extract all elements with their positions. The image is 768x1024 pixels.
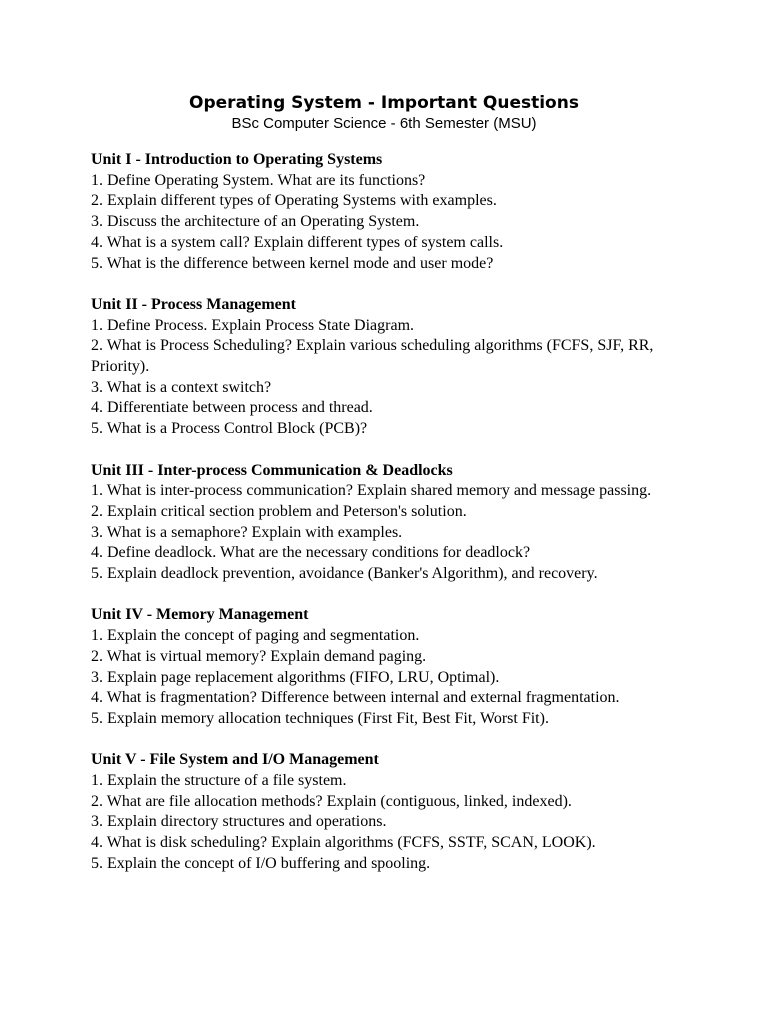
question-item: 2. What is virtual memory? Explain demand paging. xyxy=(91,647,427,665)
question-item: 5. What is the difference between kernel mode and user mode? xyxy=(91,254,494,272)
unit-heading: Unit II - Process Management xyxy=(91,295,297,313)
unit-section-2 xyxy=(91,295,691,440)
question-item: 1. What is inter-process communication? Explain shared memory and message passing. xyxy=(91,482,652,500)
question-item: 2. What is Process Scheduling? Explain various scheduling algorithms (FCFS, SJF, RR, Priority). xyxy=(91,337,654,376)
question-item: 3. Explain page replacement algorithms (FIFO, LRU, Optimal). xyxy=(91,668,500,686)
question-item: 5. What is a Process Control Block (PCB)? xyxy=(91,420,368,438)
unit-heading: Unit III - Inter-process Communication & Deadlocks xyxy=(91,461,453,479)
unit-heading: Unit IV - Memory Management xyxy=(91,606,309,624)
question-item: 5. Explain deadlock prevention, avoidance (Banker's Algorithm), and recovery. xyxy=(91,565,598,583)
question-item: 3. What is a context switch? xyxy=(91,378,272,396)
unit-section-4 xyxy=(91,605,691,729)
question-list xyxy=(91,150,691,895)
question-item: 4. What is disk scheduling? Explain algorithms (FCFS, SSTF, SCAN, LOOK). xyxy=(91,834,596,852)
page-title: Operating System - Important Questions xyxy=(189,93,579,113)
unit-section-5 xyxy=(91,750,691,874)
question-item: 1. Define Operating System. What are its functions? xyxy=(91,171,426,189)
question-item: 4. Differentiate between process and thread. xyxy=(91,399,373,417)
question-item: 2. Explain different types of Operating Systems with examples. xyxy=(91,192,497,210)
question-item: 1. Explain the concept of paging and segmentation. xyxy=(91,627,420,645)
unit-heading: Unit V - File System and I/O Management xyxy=(91,751,379,769)
question-item: 2. What are file allocation methods? Explain (contiguous, linked, indexed). xyxy=(91,792,572,810)
unit-section-1 xyxy=(91,150,691,274)
question-item: 5. Explain the concept of I/O buffering and spooling. xyxy=(91,854,431,872)
question-item: 1. Define Process. Explain Process State Diagram. xyxy=(91,316,415,334)
question-item: 5. Explain memory allocation techniques (First Fit, Best Fit, Worst Fit). xyxy=(91,709,549,727)
question-item: 3. What is a semaphore? Explain with examples. xyxy=(91,523,403,541)
unit-section-3 xyxy=(91,461,691,585)
question-item: 4. What is fragmentation? Difference between internal and external fragmentation. xyxy=(91,689,620,707)
question-item: 2. Explain critical section problem and Peterson's solution. xyxy=(91,502,467,520)
question-item: 1. Explain the structure of a file system. xyxy=(91,772,347,790)
question-item: 4. What is a system call? Explain different types of system calls. xyxy=(91,233,504,251)
question-item: 3. Explain directory structures and operations. xyxy=(91,813,387,831)
question-item: 3. Discuss the architecture of an Operating System. xyxy=(91,213,420,231)
page-subtitle: BSc Computer Science - 6th Semester (MSU) xyxy=(231,115,537,132)
unit-heading: Unit I - Introduction to Operating Systems xyxy=(91,151,383,168)
question-item: 4. Define deadlock. What are the necessary conditions for deadlock? xyxy=(91,544,531,562)
